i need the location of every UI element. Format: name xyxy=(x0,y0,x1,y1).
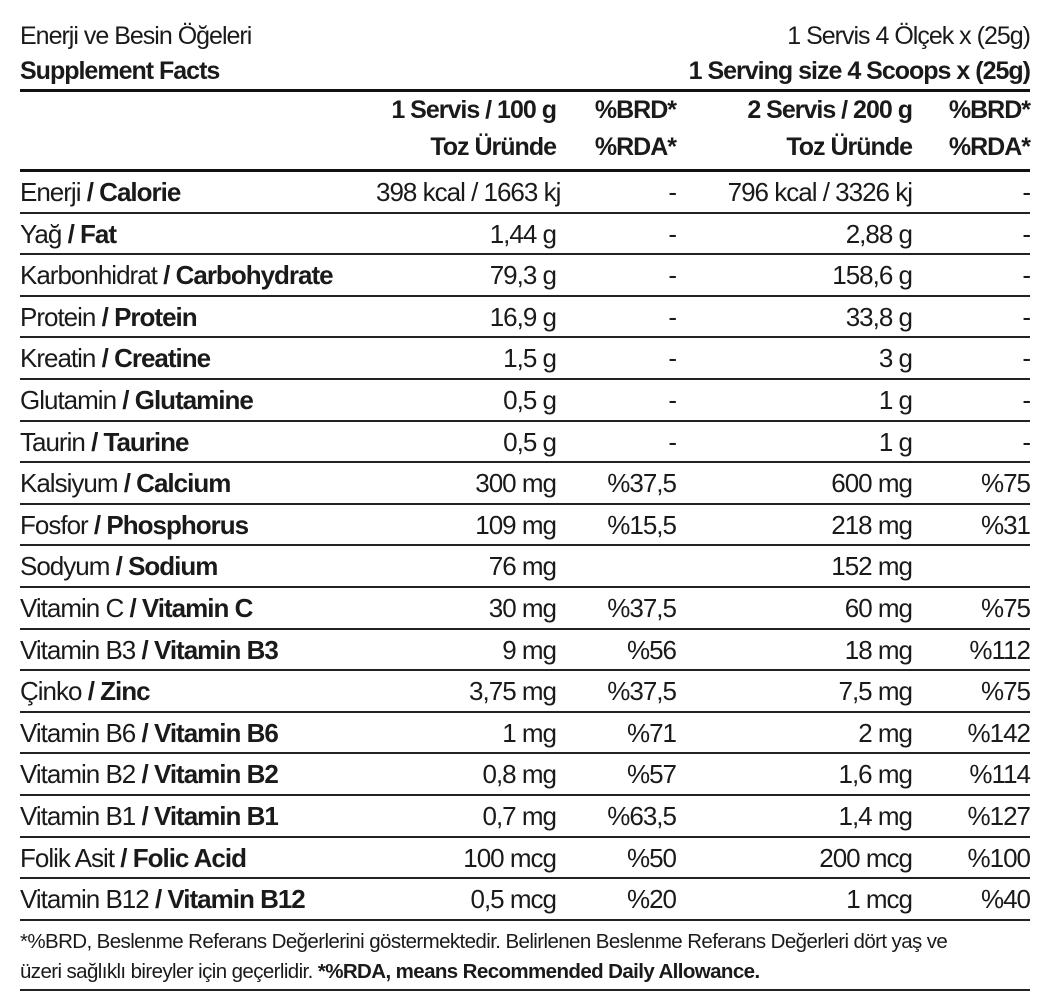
rda-two-servings: %114 xyxy=(969,759,1030,790)
table-row xyxy=(20,463,1030,505)
table-row xyxy=(20,214,1030,256)
nutrient-name: Vitamin B3 / Vitamin B3 xyxy=(20,634,278,665)
rda-two-servings xyxy=(912,546,1030,587)
amount-two-servings: 152 mg xyxy=(831,551,912,582)
title-row-en xyxy=(20,53,1030,92)
amount-per-serving: 3,75 mg xyxy=(469,676,556,707)
nutrient-name: Folik Asit / Folic Acid xyxy=(20,842,246,873)
table-row xyxy=(20,754,1030,796)
rda-per-serving: %37,5 xyxy=(607,592,676,623)
rda-per-serving: %57 xyxy=(626,759,676,790)
amount-two-servings: 218 mg xyxy=(831,509,912,540)
amount-two-servings: 200 mcg xyxy=(819,842,912,873)
amount-two-servings: 1,6 mg xyxy=(838,759,912,790)
amount-two-servings: 1 g xyxy=(878,426,912,457)
table-row xyxy=(20,588,1030,630)
amount-two-servings: 7,5 mg xyxy=(838,676,912,707)
amount-per-serving: 109 mg xyxy=(475,509,556,540)
nutrient-name: Fosfor / Phosphorus xyxy=(20,509,249,540)
amount-per-serving: 0,7 mg xyxy=(482,800,556,831)
rda-per-serving: %50 xyxy=(626,842,676,873)
rda-two-servings: %127 xyxy=(967,800,1030,831)
rda-two-servings: - xyxy=(1022,218,1030,249)
title-row-tr xyxy=(20,0,1030,53)
table-row xyxy=(20,879,1030,921)
table-row xyxy=(20,838,1030,880)
table-header xyxy=(20,92,1030,172)
nutrient-name: Vitamin B2 / Vitamin B2 xyxy=(20,759,278,790)
col-header-rda-1: %BRD* %RDA* xyxy=(594,96,676,161)
amount-two-servings: 1,4 mg xyxy=(838,800,912,831)
amount-per-serving: 79,3 g xyxy=(489,260,556,291)
amount-per-serving: 1 mg xyxy=(502,717,556,748)
table-row xyxy=(20,505,1030,547)
supplement-facts-label xyxy=(20,0,1030,991)
nutrient-name: Vitamin B12 / Vitamin B12 xyxy=(20,884,305,915)
table-row xyxy=(20,172,1030,214)
amount-two-servings: 3 g xyxy=(878,343,912,374)
nutrient-name: Çinko / Zinc xyxy=(20,676,150,707)
amount-two-servings: 33,8 g xyxy=(845,301,912,332)
rda-two-servings: - xyxy=(1022,260,1030,291)
rda-per-serving: %20 xyxy=(626,884,676,915)
title-en: Supplement Facts xyxy=(20,57,220,85)
col-header-rda-2: %BRD* %RDA* xyxy=(948,96,1030,161)
nutrient-name: Vitamin B1 / Vitamin B1 xyxy=(20,800,278,831)
footnote-line-2: üzeri sağlıklı bireyler için geçerlidir. *%RDA, means Recommended Daily Allowance. xyxy=(20,959,760,983)
amount-two-servings: 158,6 g xyxy=(832,260,912,291)
nutrient-name: Enerji / Calorie xyxy=(20,177,181,207)
amount-per-serving: 1,5 g xyxy=(503,343,556,374)
rda-per-serving: %15,5 xyxy=(607,509,676,540)
amount-two-servings: 2,88 g xyxy=(845,218,912,249)
rda-per-serving: - xyxy=(668,343,676,374)
table-row xyxy=(20,255,1030,297)
col-header-two-servings: 2 Servis / 200 g Toz Üründe xyxy=(747,96,912,161)
rda-per-serving: - xyxy=(668,260,676,291)
amount-per-serving: 398 kcal / 1663 kj xyxy=(376,177,561,207)
rda-two-servings: %75 xyxy=(980,676,1030,707)
table-row xyxy=(20,630,1030,672)
rda-two-servings: - xyxy=(1022,384,1030,415)
amount-per-serving: 76 mg xyxy=(488,551,556,582)
rda-per-serving: %56 xyxy=(626,634,676,665)
nutrient-name: Kalsiyum / Calcium xyxy=(20,468,231,499)
table-row xyxy=(20,422,1030,464)
nutrient-name: Kreatin / Creatine xyxy=(20,343,211,374)
rda-per-serving: %71 xyxy=(626,717,676,748)
table-row xyxy=(20,338,1030,380)
table-body xyxy=(20,172,1030,921)
rda-per-serving: - xyxy=(668,218,676,249)
rda-two-servings: %142 xyxy=(967,717,1030,748)
nutrient-name: Sodyum / Sodium xyxy=(20,551,218,582)
amount-per-serving: 100 mcg xyxy=(463,842,556,873)
rda-per-serving xyxy=(556,546,676,587)
nutrient-name: Protein / Protein xyxy=(20,301,197,332)
rda-two-servings: - xyxy=(1022,426,1030,457)
amount-per-serving: 1,44 g xyxy=(489,218,556,249)
rda-per-serving: %37,5 xyxy=(607,676,676,707)
amount-two-servings: 60 mg xyxy=(844,592,912,623)
serving-en: 1 Serving size 4 Scoops x (25g) xyxy=(688,57,1030,85)
amount-per-serving: 16,9 g xyxy=(489,301,556,332)
table-row xyxy=(20,380,1030,422)
nutrient-name: Glutamin / Glutamine xyxy=(20,384,253,415)
table-row xyxy=(20,713,1030,755)
amount-per-serving: 9 mg xyxy=(502,634,556,665)
amount-two-servings: 1 mcg xyxy=(846,884,912,915)
amount-two-servings: 18 mg xyxy=(844,634,912,665)
nutrient-name: Karbonhidrat / Carbohydrate xyxy=(20,260,333,291)
col-header-per-serving: 1 Servis / 100 g Toz Üründe xyxy=(391,96,556,161)
amount-two-servings: 2 mg xyxy=(858,717,912,748)
table-row xyxy=(20,671,1030,713)
amount-per-serving: 0,8 mg xyxy=(482,759,556,790)
amount-two-servings: 796 kcal / 3326 kj xyxy=(727,177,912,207)
table-row xyxy=(20,546,1030,588)
nutrient-name: Yağ / Fat xyxy=(20,218,117,249)
amount-two-servings: 1 g xyxy=(878,384,912,415)
title-tr: Enerji ve Besin Öğeleri xyxy=(20,22,252,50)
amount-per-serving: 30 mg xyxy=(488,592,556,623)
rda-two-servings: %40 xyxy=(980,884,1030,915)
rda-per-serving: - xyxy=(668,301,676,332)
nutrient-name: Vitamin B6 / Vitamin B6 xyxy=(20,717,278,748)
rda-two-servings: - xyxy=(1022,301,1030,332)
rda-two-servings: %75 xyxy=(980,592,1030,623)
table-row xyxy=(20,796,1030,838)
rda-two-servings: %75 xyxy=(980,468,1030,499)
rda-per-serving: - xyxy=(668,177,676,207)
nutrient-name: Vitamin C / Vitamin C xyxy=(20,592,253,623)
nutrient-name: Taurin / Taurine xyxy=(20,426,189,457)
amount-per-serving: 0,5 g xyxy=(503,384,556,415)
rda-per-serving: - xyxy=(668,384,676,415)
amount-two-servings: 600 mg xyxy=(831,468,912,499)
serving-tr: 1 Servis 4 Ölçek x (25g) xyxy=(787,22,1030,50)
footnote-line-1: *%BRD, Beslenme Referans Değerlerini göstermektedir. Belirlenen Beslenme Referans Değerleri dört yaş ve xyxy=(20,929,948,953)
amount-per-serving: 0,5 mcg xyxy=(470,884,556,915)
rda-two-servings: - xyxy=(1022,177,1030,207)
amount-per-serving: 0,5 g xyxy=(503,426,556,457)
rda-two-servings: %31 xyxy=(980,509,1030,540)
amount-per-serving: 300 mg xyxy=(475,468,556,499)
rda-per-serving: - xyxy=(668,426,676,457)
rda-two-servings: - xyxy=(1022,343,1030,374)
rda-two-servings: %100 xyxy=(967,842,1030,873)
rda-per-serving: %37,5 xyxy=(607,468,676,499)
rda-per-serving: %63,5 xyxy=(607,800,676,831)
footnote xyxy=(20,921,1030,991)
rda-two-servings: %112 xyxy=(969,634,1030,665)
table-row xyxy=(20,297,1030,339)
